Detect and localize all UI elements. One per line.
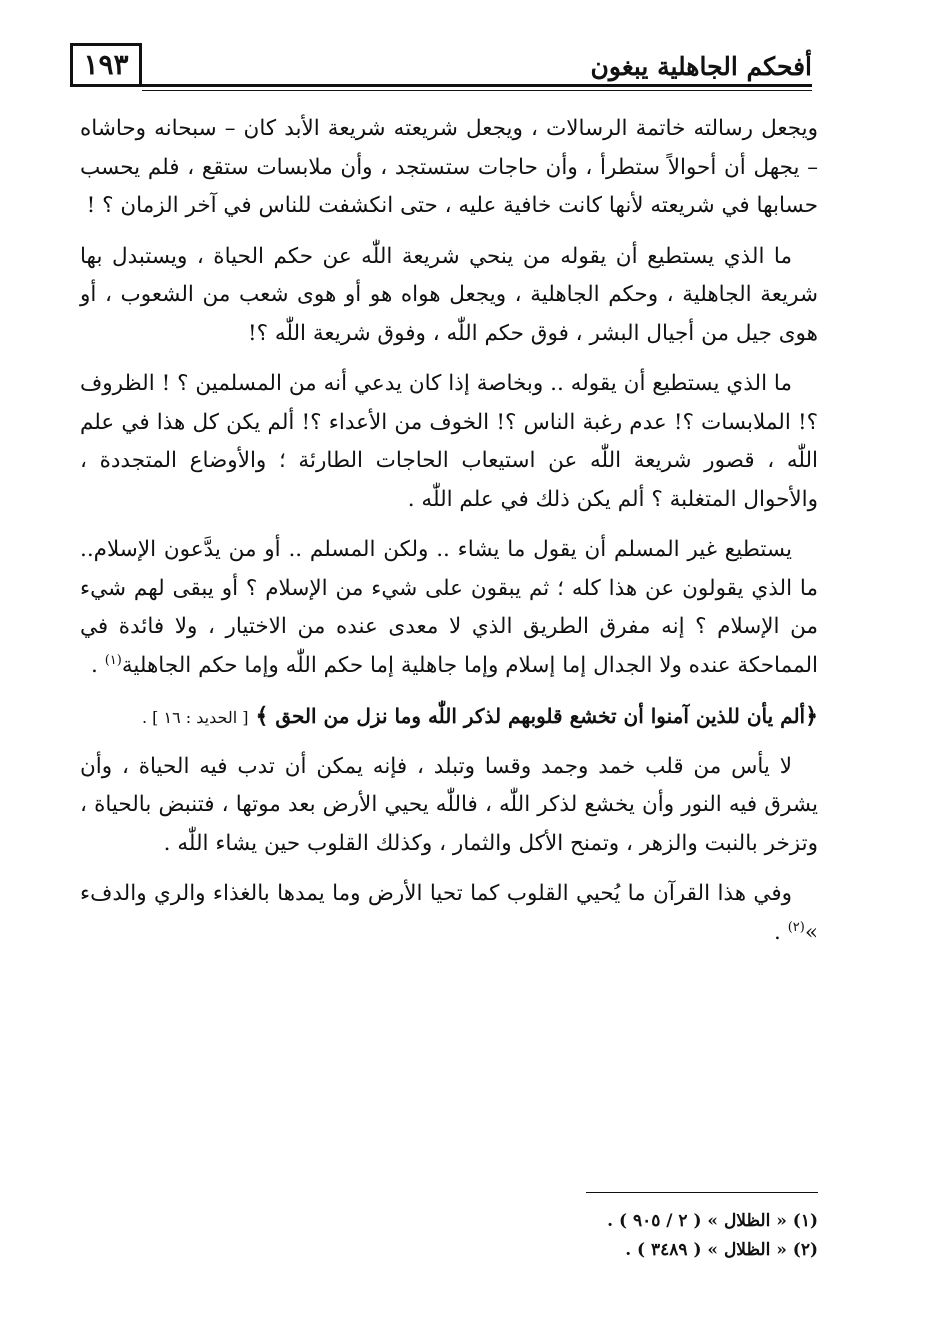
running-title: أفحكم الجاهلية يبغون [590,52,812,81]
page-header [70,40,812,95]
paragraph-5: لا يأس من قلب خمد وجمد وقسا وتبلد ، فإنه يمكن أن تدب فيه الحياة ، وأن يشرق فيه النور وأن يخشع لذكر اللّٰه ، فاللّٰه يحيي الأرض بعد موتها ، فتنبض بالحياة ، وتزخر بالنبت والزهر ، وتمنح الأكل والثمار ، وكذلك القلوب حين يشاء اللّٰه . [80,753,818,856]
paragraph-4-text: يستطيع غير المسلم أن يقول ما يشاء .. ولكن المسلم .. أو من يدَّعون الإسلام.. ما الذي يقولون عن هذا كله ؛ ثم يبقون على شيء من الإسلام ؟ أو يبقى لهم شيء من الإسلام ؟ إنه مفرق الطريق الذي لا معدى عنده من الاختيار ، ولا فائدة في المماحكة عنده ولا الجدال إما إسلام وإما جاهلية إما حكم اللّٰه وإما حكم الجاهلية [80,537,818,678]
verse-open-bracket: ﴿ [805,703,818,729]
paragraph-1: ويجعل رسالته خاتمة الرسالات ، ويجعل شريعته شريعة الأبد كان – سبحانه وحاشاه – يجهل أن أحوالاً ستطرأ ، وأن حاجات ستستجد ، وأن ملابسات ستقع ، فلم يحسب حسابها في شريعته لأنها كانت خافية عليه ، حتى انكشفت للناس في آخر الزمان ؟ ! [80,116,818,218]
paragraph-6-text: وفي هذا القرآن ما يُحيي القلوب كما تحيا الأرض وما يمدها بالغذاء والري والدفء » [80,881,818,945]
header-rule [142,84,812,87]
footnote-1: (١) « الظلال » ( ٢ / ٩٠٥ ) . [607,1211,818,1231]
body-text [80,110,818,964]
footnotes [607,1207,818,1265]
paragraph-3: ما الذي يستطيع أن يقوله .. وبخاصة إذا كان يدعي أنه من المسلمين ؟ ! الظروف ؟! الملابسات ؟! عدم رغبة الناس ؟! الخوف من الأعداء ؟! ألم يكن كل هذا في علم اللّٰه ، قصور شريعة اللّٰه عن استيعاب الحاجات الطارئة ؛ والأوضاع المتجددة ، والأحوال المتغلبة ؟ ألم يكن ذلك في علم اللّٰه . [80,371,818,512]
verse-close-bracket: ﴾ [255,703,269,729]
footnote-rule [586,1192,818,1193]
quran-verse [80,697,818,738]
paragraph-6 [80,875,818,952]
footnote-ref-2: (٢) [787,919,805,935]
paragraph-4 [80,531,818,685]
page-number: ١٩٣ [70,43,142,87]
paragraph-4-end: . [91,652,105,678]
paragraph-2: ما الذي يستطيع أن يقوله من ينحي شريعة اللّٰه عن حكم الحياة ، ويستبدل بها شريعة الجاهلية ، وحكم الجاهلية ، ويجعل هواه هو أو هوى شعب من الشعوب ، أو هوى جيل من أجيال البشر ، فوق حكم اللّٰه ، وفوق شريعة اللّٰه ؟! [80,243,818,346]
header-rule-thin [142,90,812,91]
footnote-2: (٢) « الظلال » ( ٣٤٨٩ ) . [625,1240,818,1260]
verse-text: ألم يأن للذين آمنوا أن تخشع قلوبهم لذكر اللّٰه وما نزل من الحق [275,704,806,728]
footnote-ref-1: (١) [104,652,122,668]
verse-reference: [ الحديد : ١٦ ] . [142,708,249,727]
paragraph-6-end: . [774,919,788,945]
